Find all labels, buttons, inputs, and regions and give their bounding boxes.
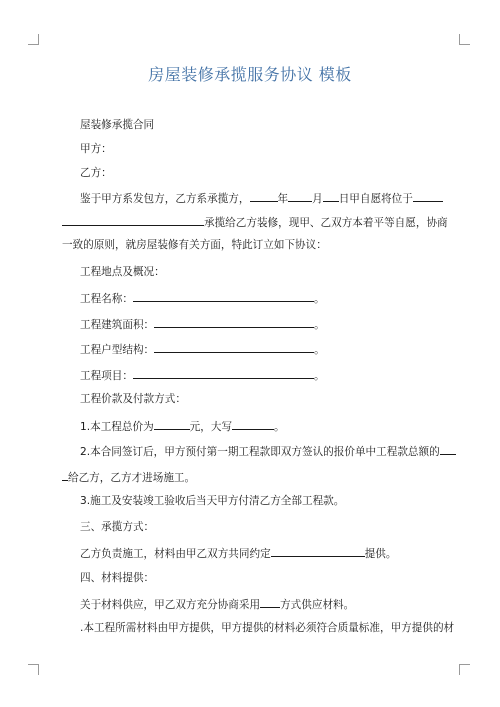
crop-mark-top-left: [28, 34, 39, 45]
text: 元，大写: [189, 421, 233, 433]
paragraph: [80, 341, 325, 357]
paragraph: 3.施工及安装竣工验收后当天甲方付清乙方全部工程款。: [80, 495, 345, 507]
section-heading: 四、材料提供：: [80, 572, 155, 584]
section-heading: 三、承揽方式：: [80, 521, 155, 533]
text: 工程项目：: [80, 370, 133, 382]
paragraph: [80, 290, 325, 306]
paragraph: [80, 418, 285, 434]
blank-line: [154, 341, 314, 353]
text: 。: [314, 344, 325, 356]
blank-line: [440, 443, 456, 455]
paragraph: .本工程所需材料由甲方提供，甲方提供的材料必须符合质量标准，甲方提供的材: [80, 622, 455, 634]
paragraph: [80, 190, 443, 206]
paragraph: [62, 214, 448, 230]
text: 工程名称：: [80, 293, 133, 305]
paragraph: [80, 367, 325, 383]
paragraph: 乙方：: [80, 167, 112, 179]
text: 。: [274, 421, 285, 433]
blank-line: [288, 190, 312, 202]
text: 2.本合同签订后，甲方预付第一期工程款即双方签认的报价单中工程款总额的: [80, 446, 440, 458]
text: 提供。: [364, 548, 397, 560]
crop-mark-bottom-right: [459, 664, 470, 675]
blank-line: [232, 418, 274, 430]
crop-mark-top-right: [459, 34, 470, 45]
paragraph: [80, 596, 354, 612]
text: 乙方负责施工，材料由甲乙双方共同约定: [80, 548, 271, 560]
section-heading: 工程价款及付款方式：: [80, 393, 186, 405]
text: 方式供应材料。: [280, 599, 355, 611]
paragraph: [80, 545, 396, 561]
blank-line: [323, 190, 339, 202]
text: 承揽给乙方装修，现甲、乙双方本着平等自愿，协商: [204, 217, 448, 229]
document-title: 房屋装修承揽服务协议 模板: [148, 65, 352, 84]
crop-mark-bottom-left: [28, 664, 39, 675]
blank-line: [133, 367, 314, 379]
blank-line: [154, 316, 314, 328]
text: 鉴于甲方系发包方，乙方系承揽方，: [80, 193, 250, 205]
blank-line: [154, 418, 190, 430]
text: 给乙方，乙方才进场施工。: [68, 472, 196, 484]
text: 。: [313, 293, 325, 305]
text: 。: [313, 370, 325, 382]
blank-line: [260, 596, 280, 608]
paragraph: 一致的原则，就房屋装修有关方面，特此订立如下协议：: [62, 239, 327, 251]
section-heading: 工程地点及概况：: [80, 266, 165, 278]
text: 。: [314, 319, 325, 331]
blank-line: [250, 190, 278, 202]
text: 工程建筑面积：: [80, 319, 155, 331]
blank-line: [271, 545, 365, 557]
paragraph: 甲方：: [80, 143, 112, 155]
paragraph: [80, 443, 456, 459]
blank-line: [62, 214, 204, 226]
text: 日甲自愿将位于: [338, 193, 413, 205]
text: 1.本工程总价为: [80, 421, 154, 433]
text: 工程户型结构：: [80, 344, 155, 356]
blank-line: [133, 290, 314, 302]
paragraph: [62, 469, 195, 485]
paragraph: 屋装修承揽合同: [80, 119, 155, 131]
paragraph: [80, 316, 325, 332]
text: 月: [312, 193, 323, 205]
blank-line: [413, 190, 443, 202]
text: 关于材料供应，甲乙双方充分协商采用: [80, 599, 261, 611]
text: 年: [277, 193, 289, 205]
